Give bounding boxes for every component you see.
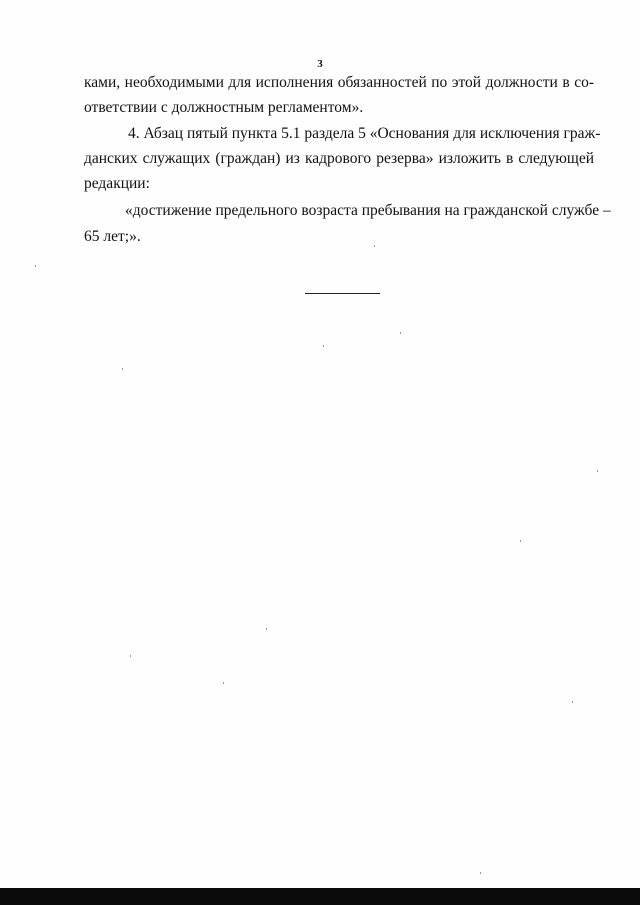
scan-speck [266, 628, 267, 630]
scan-speck [130, 655, 131, 657]
paragraph-line: данских служащих (граждан) из кадрового резерва» изложить в следующей [84, 150, 594, 167]
scan-speck [597, 470, 598, 472]
scan-speck [35, 265, 36, 267]
scan-speck [122, 368, 123, 370]
paragraph-line: «достижение предельного возраста пребывания на гражданской службе – [125, 202, 611, 219]
page-number: 3 [317, 58, 323, 70]
scan-speck [323, 345, 324, 347]
paragraph-line: 65 лет;». [84, 228, 141, 245]
scan-speck [374, 245, 375, 247]
paragraph-line: ками, необходимыми для исполнения обязанностей по этой должности в со- [84, 74, 594, 91]
paragraph-line: редакции: [84, 175, 150, 192]
scan-speck [520, 540, 521, 542]
scan-speck [223, 682, 224, 684]
end-separator-line [305, 293, 380, 294]
paragraph-line: 4. Абзац пятый пункта 5.1 раздела 5 «Основания для исключения граж- [128, 125, 601, 142]
scan-speck [572, 701, 573, 703]
scan-bottom-edge [0, 888, 640, 905]
scan-speck [480, 872, 481, 874]
scan-speck [400, 332, 401, 334]
paragraph-line: ответствии с должностным регламентом». [84, 99, 364, 116]
